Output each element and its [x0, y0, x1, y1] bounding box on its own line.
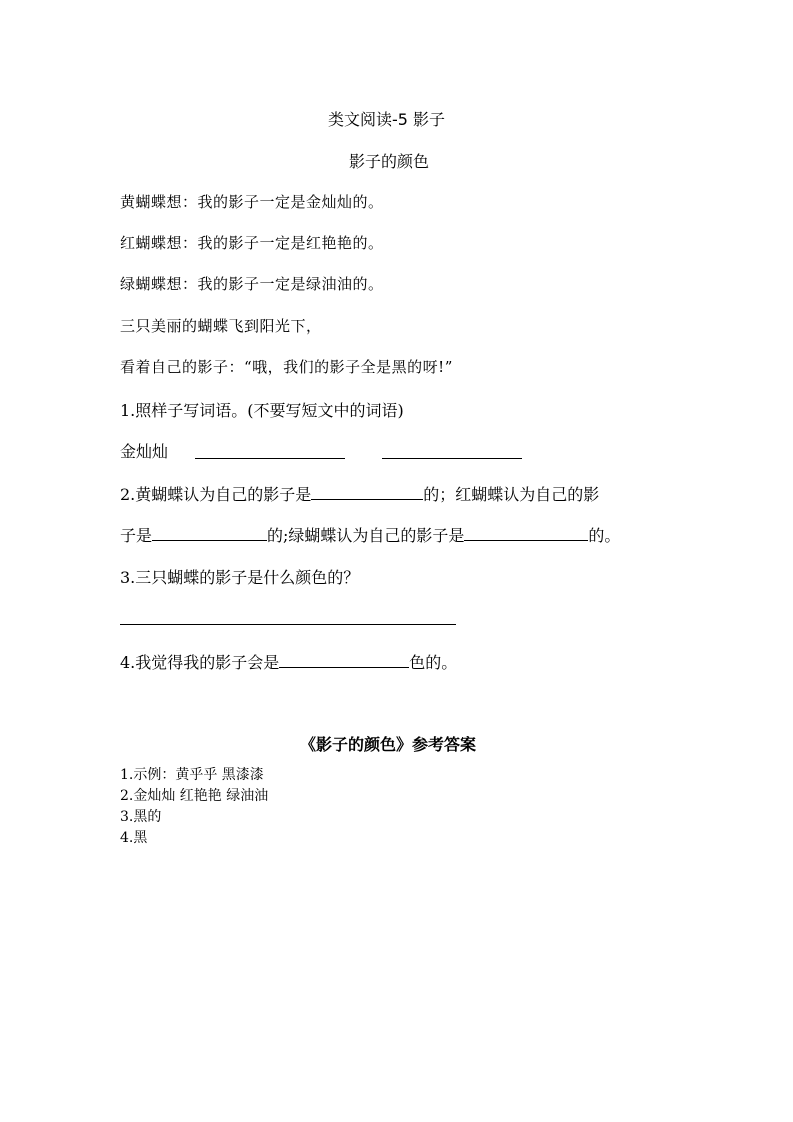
question-2-text: 的；红蝴蝶认为自己的影	[423, 485, 600, 504]
question-1: 1.照样子写词语。(不要写短文中的词语)	[120, 401, 404, 420]
question-2-text: 的。	[588, 526, 621, 545]
answer-line[interactable]	[120, 608, 456, 625]
question-2-text: 2.黄蝴蝶认为自己的影子是	[120, 485, 312, 504]
question-2-line-2	[120, 523, 620, 546]
question-2-line-1	[120, 482, 599, 505]
answer-blank[interactable]	[464, 524, 588, 541]
question-4	[120, 650, 457, 673]
question-4-text: 色的。	[409, 653, 458, 672]
poem-line: 三只美丽的蝴蝶飞到阳光下，	[120, 317, 322, 335]
question-1-example	[120, 439, 168, 462]
answer-item: 2.金灿灿 红艳艳 绿油油	[120, 788, 269, 804]
answer-item: 4.黑	[120, 830, 148, 846]
answer-blank[interactable]	[382, 442, 522, 459]
poem-title: 影子的颜色	[349, 152, 430, 171]
question-4-text: 4.我觉得我的影子会是	[120, 653, 280, 672]
question-3: 3.三只蝴蝶的影子是什么颜色的？	[120, 568, 360, 587]
example-word: 金灿灿	[120, 442, 169, 461]
answer-blank[interactable]	[311, 483, 423, 500]
answer-item: 1.示例：黄乎乎 黑漆漆	[120, 767, 264, 783]
answer-blank[interactable]	[195, 442, 345, 459]
question-2-text: 子是	[120, 526, 153, 545]
poem-line: 绿蝴蝶想：我的影子一定是绿油油的。	[120, 275, 384, 293]
answer-key-title: 《影子的颜色》参考答案	[300, 735, 477, 754]
poem-line: 看着自己的影子：“哦，我们的影子全是黑的呀!”	[120, 358, 453, 376]
question-2-text: 的;绿蝴蝶认为自己的影子是	[267, 526, 465, 545]
poem-line: 黄蝴蝶想：我的影子一定是金灿灿的。	[120, 193, 384, 211]
answer-blank[interactable]	[279, 651, 409, 668]
poem-line: 红蝴蝶想：我的影子一定是红艳艳的。	[120, 234, 384, 252]
answer-blank[interactable]	[152, 524, 267, 541]
page-title: 类文阅读-5 影子	[328, 110, 446, 129]
answer-item: 3.黑的	[120, 809, 162, 825]
